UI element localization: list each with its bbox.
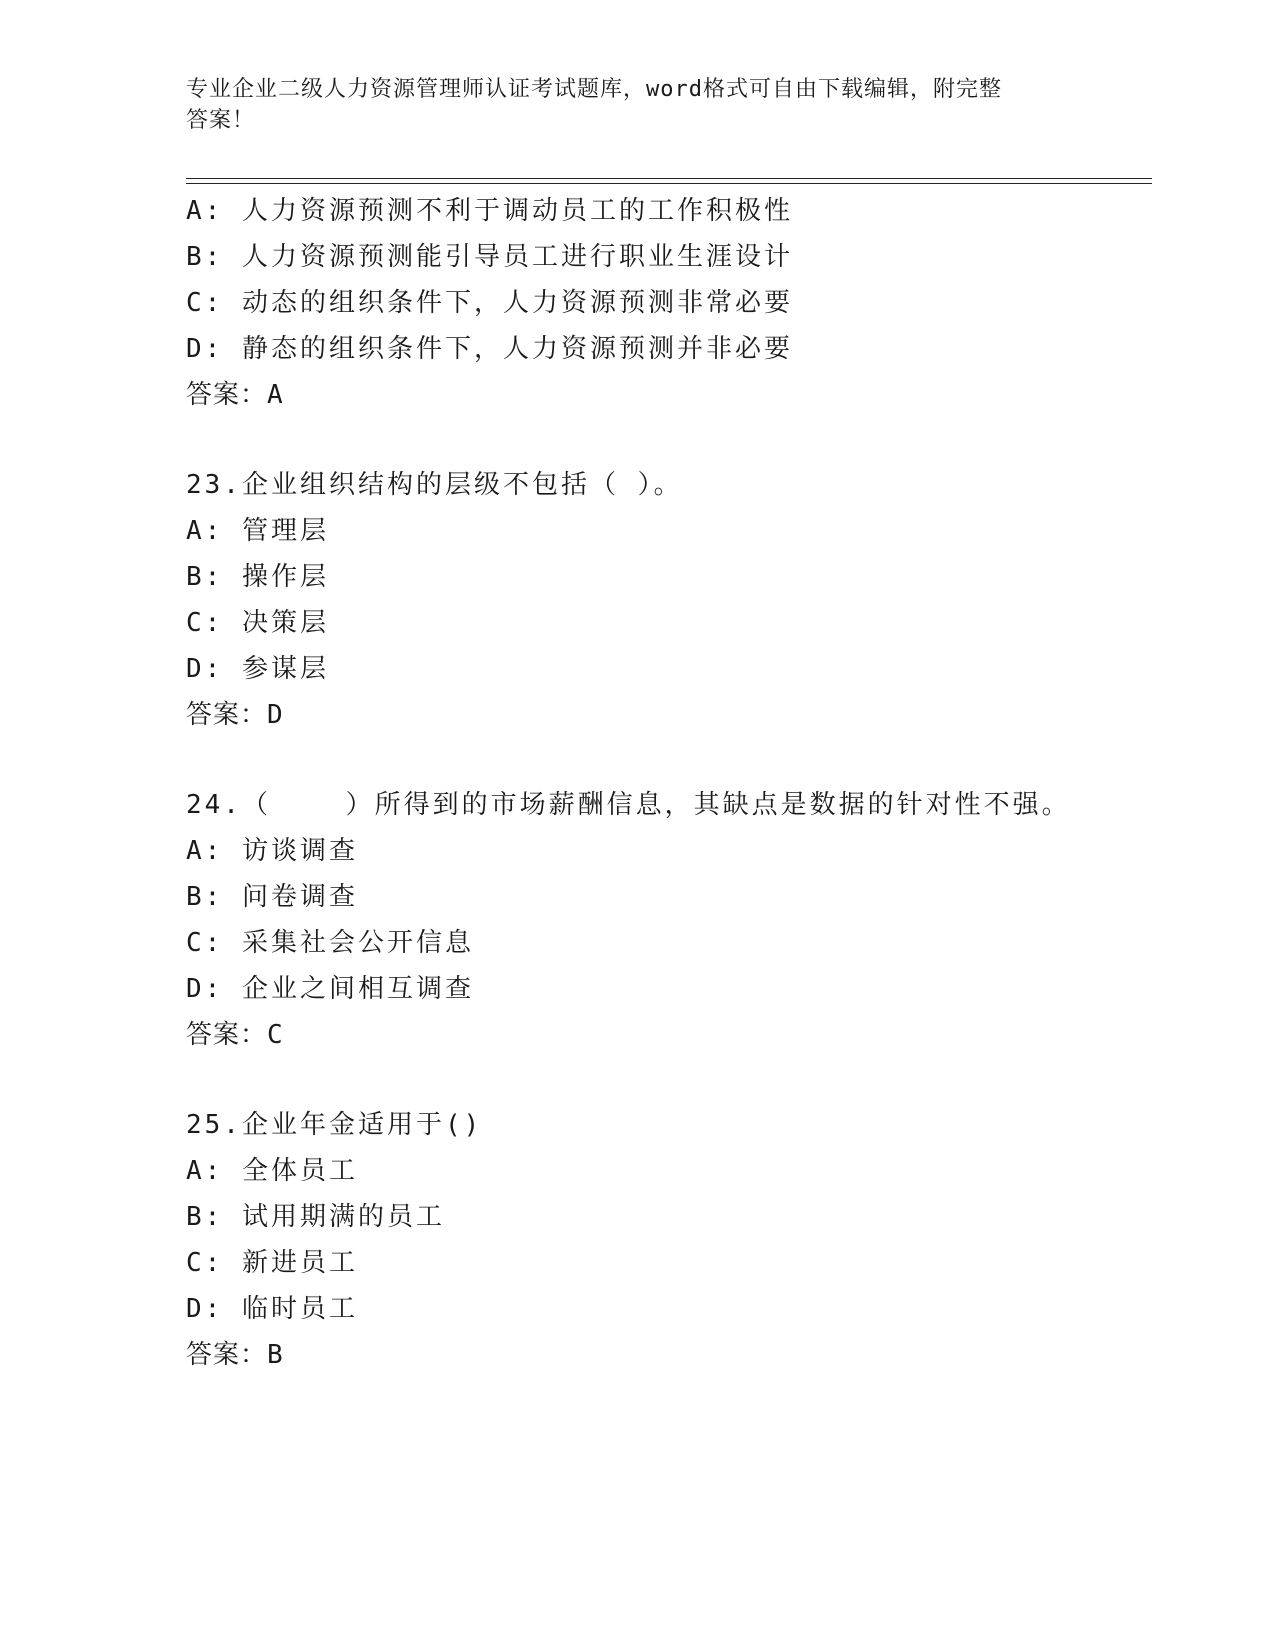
header-line-2: 答案！ <box>186 108 256 133</box>
option-b: B: 人力资源预测能引导员工进行职业生涯设计 <box>186 242 793 272</box>
answer-value: B <box>267 1340 284 1370</box>
header-line-1: 专业企业二级人力资源管理师认证考试题库，word格式可自由下载编辑，附完整 <box>186 77 1002 102</box>
answer-value: C <box>267 1020 284 1050</box>
option-c: C: 新进员工 <box>186 1248 358 1278</box>
answer-line <box>186 1012 1152 1058</box>
header-divider-top <box>186 178 1152 179</box>
option-b: B: 试用期满的员工 <box>186 1202 445 1232</box>
answer-line <box>186 692 1152 738</box>
answer-label: 答案： <box>186 380 268 410</box>
option-a: A: 管理层 <box>186 516 329 546</box>
answer-line <box>186 1332 1152 1378</box>
option-a: A: 访谈调查 <box>186 836 358 866</box>
answer-label: 答案： <box>186 1340 268 1370</box>
option-b: B: 操作层 <box>186 562 329 592</box>
answer-label: 答案： <box>186 1020 268 1050</box>
answer-label: 答案： <box>186 700 268 730</box>
question-24 <box>186 782 1152 1058</box>
question-list <box>186 188 1152 1378</box>
answer-value: D <box>267 700 284 730</box>
question-stem: 25.企业年金适用于() <box>186 1110 483 1140</box>
option-a: A: 全体员工 <box>186 1156 358 1186</box>
question-23 <box>186 462 1152 738</box>
header-divider-bottom <box>186 183 1152 184</box>
question-stem: 23.企业组织结构的层级不包括（ ）。 <box>186 470 683 500</box>
option-c: C: 决策层 <box>186 608 329 638</box>
question-stem: 24.（ ）所得到的市场薪酬信息，其缺点是数据的针对性不强。 <box>186 790 1071 820</box>
option-c: C: 采集社会公开信息 <box>186 928 474 958</box>
document-header <box>186 74 1086 136</box>
option-a: A: 人力资源预测不利于调动员工的工作积极性 <box>186 196 793 226</box>
question-25 <box>186 1102 1152 1378</box>
option-d: D: 企业之间相互调查 <box>186 974 474 1004</box>
option-d: D: 临时员工 <box>186 1294 358 1324</box>
option-d: D: 静态的组织条件下，人力资源预测并非必要 <box>186 334 793 364</box>
question-22 <box>186 188 1152 418</box>
answer-value: A <box>267 380 284 410</box>
answer-line <box>186 372 1152 418</box>
option-d: D: 参谋层 <box>186 654 329 684</box>
option-c: C: 动态的组织条件下，人力资源预测非常必要 <box>186 288 793 318</box>
option-b: B: 问卷调查 <box>186 882 358 912</box>
